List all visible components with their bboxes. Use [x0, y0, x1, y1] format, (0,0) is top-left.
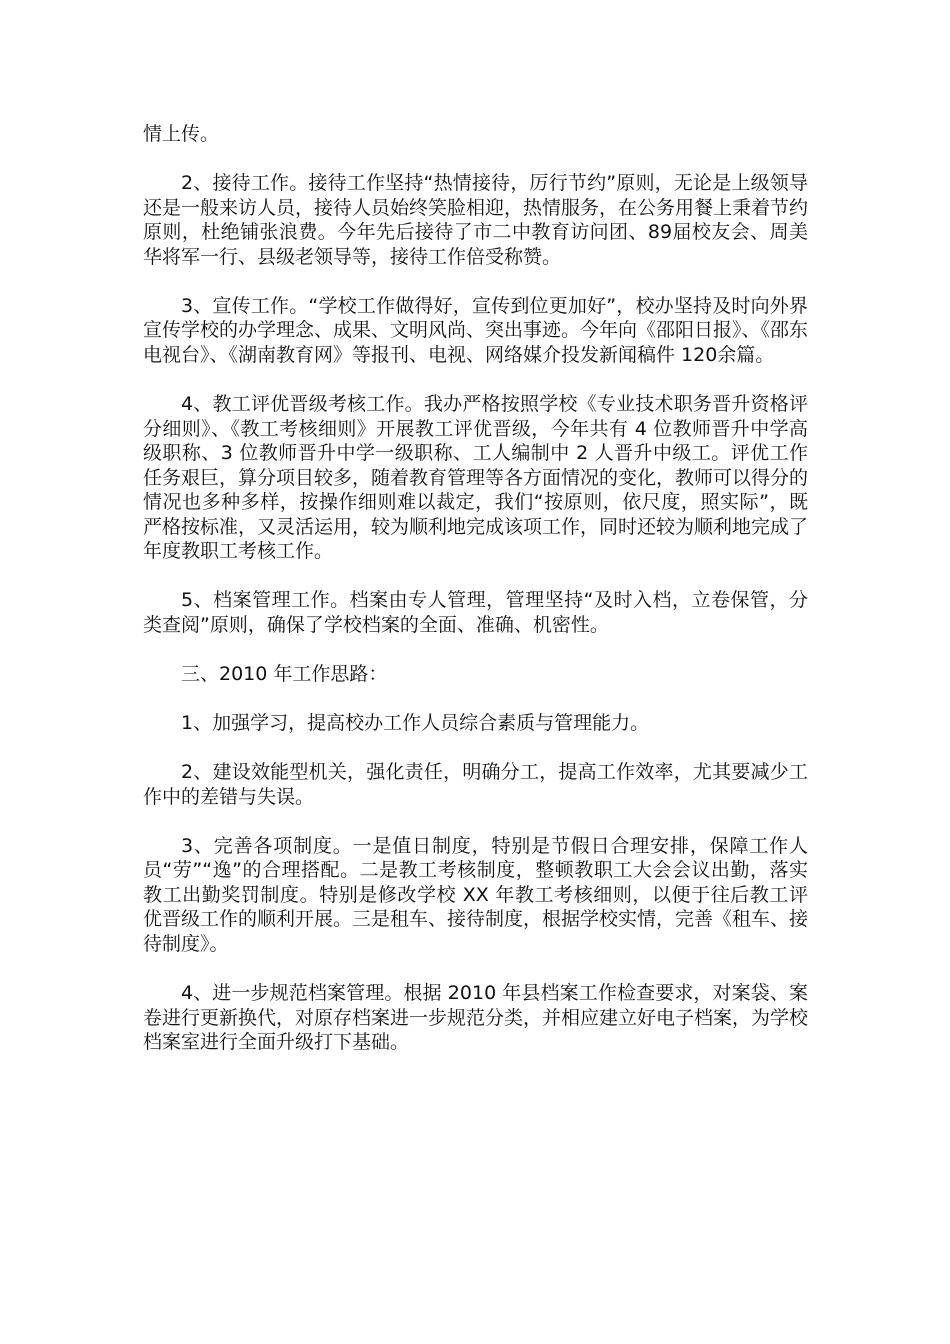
paragraph-publicity-work: 3、宣传工作。“学校工作做得好，宣传到位更加好”，校办坚持及时向外界宣传学校的办学理念、成果、文明风尚、突出事迹。今年向《邵阳日报》、《邵东电视台》、《湖南教育网》等报刊、电视、网络媒介投发新闻稿件 120余篇。	[143, 294, 809, 366]
section-heading-2010-plan: 三、2010 年工作思路：	[181, 663, 388, 686]
document-body	[143, 122, 808, 1079]
paragraph-plan-efficiency: 2、建设效能型机关，强化责任，明确分工，提高工作效率，尤其要减少工作中的差错与失误。	[143, 761, 808, 808]
paragraph-archive-management: 5、档案管理工作。档案由专人管理，管理坚持“及时入档，立卷保管，分类查阅”原则，确保了学校档案的全面、准确、机密性。	[143, 589, 808, 637]
paragraph-staff-evaluation: 4、教工评优晋级考核工作。我办严格按照学校《专业技术职务晋升资格评分细则》、《教工考核细则》开展教工评优晋级，今年共有 4 位教师晋升中学高级职称、3 位教师晋升中学一级职称、工人编制中 2 人晋升中级工。评优工作任务艰巨，算分项目较多，随着教育管理等各方面情况的变化，教师可以得分的情况也多种多样，按操作细则难以裁定，我们“按原则，依尺度，照实际”，既严格按标准，又灵活运用，较为顺利地完成该项工作，同时还较为顺利地完成了年度教职工考核工作。	[143, 392, 809, 563]
paragraph-reception-work: 2、接待工作。接待工作坚持“热情接待，厉行节约”原则，无论是上级领导还是一般来访人员，接待人员始终笑脸相迎，热情服务，在公务用餐上秉着节约原则，杜绝铺张浪费。今年先后接待了市二中教育访问团、89届校友会、周美华将军一行、县级老领导等，接待工作倍受称赞。	[143, 171, 809, 268]
paragraph-plan-study: 1、加强学习，提高校办工作人员综合素质与管理能力。	[181, 712, 650, 735]
paragraph-continuation: 情上传。	[143, 123, 220, 145]
paragraph-plan-archives: 4、进一步规范档案管理。根据 2010 年县档案工作检查要求，对案袋、案卷进行更新换代，对原存档案进一步规范分类，并相应建立好电子档案，为学校档案室进行全面升级打下基础。	[143, 981, 809, 1054]
paragraph-plan-systems: 3、完善各项制度。一是值日制度，特别是节假日合理安排，保障工作人员“劳”“逸”的合理搭配。二是教工考核制度，整顿教职工大会会议出勤，落实教工出勤奖罚制度。特别是修改学校 XX 年教工考核细则，以便于往后教工评优晋级工作的顺利开展。三是租车、接待制度，根据学校实情，完善《租车、接待制度》。	[143, 834, 809, 955]
